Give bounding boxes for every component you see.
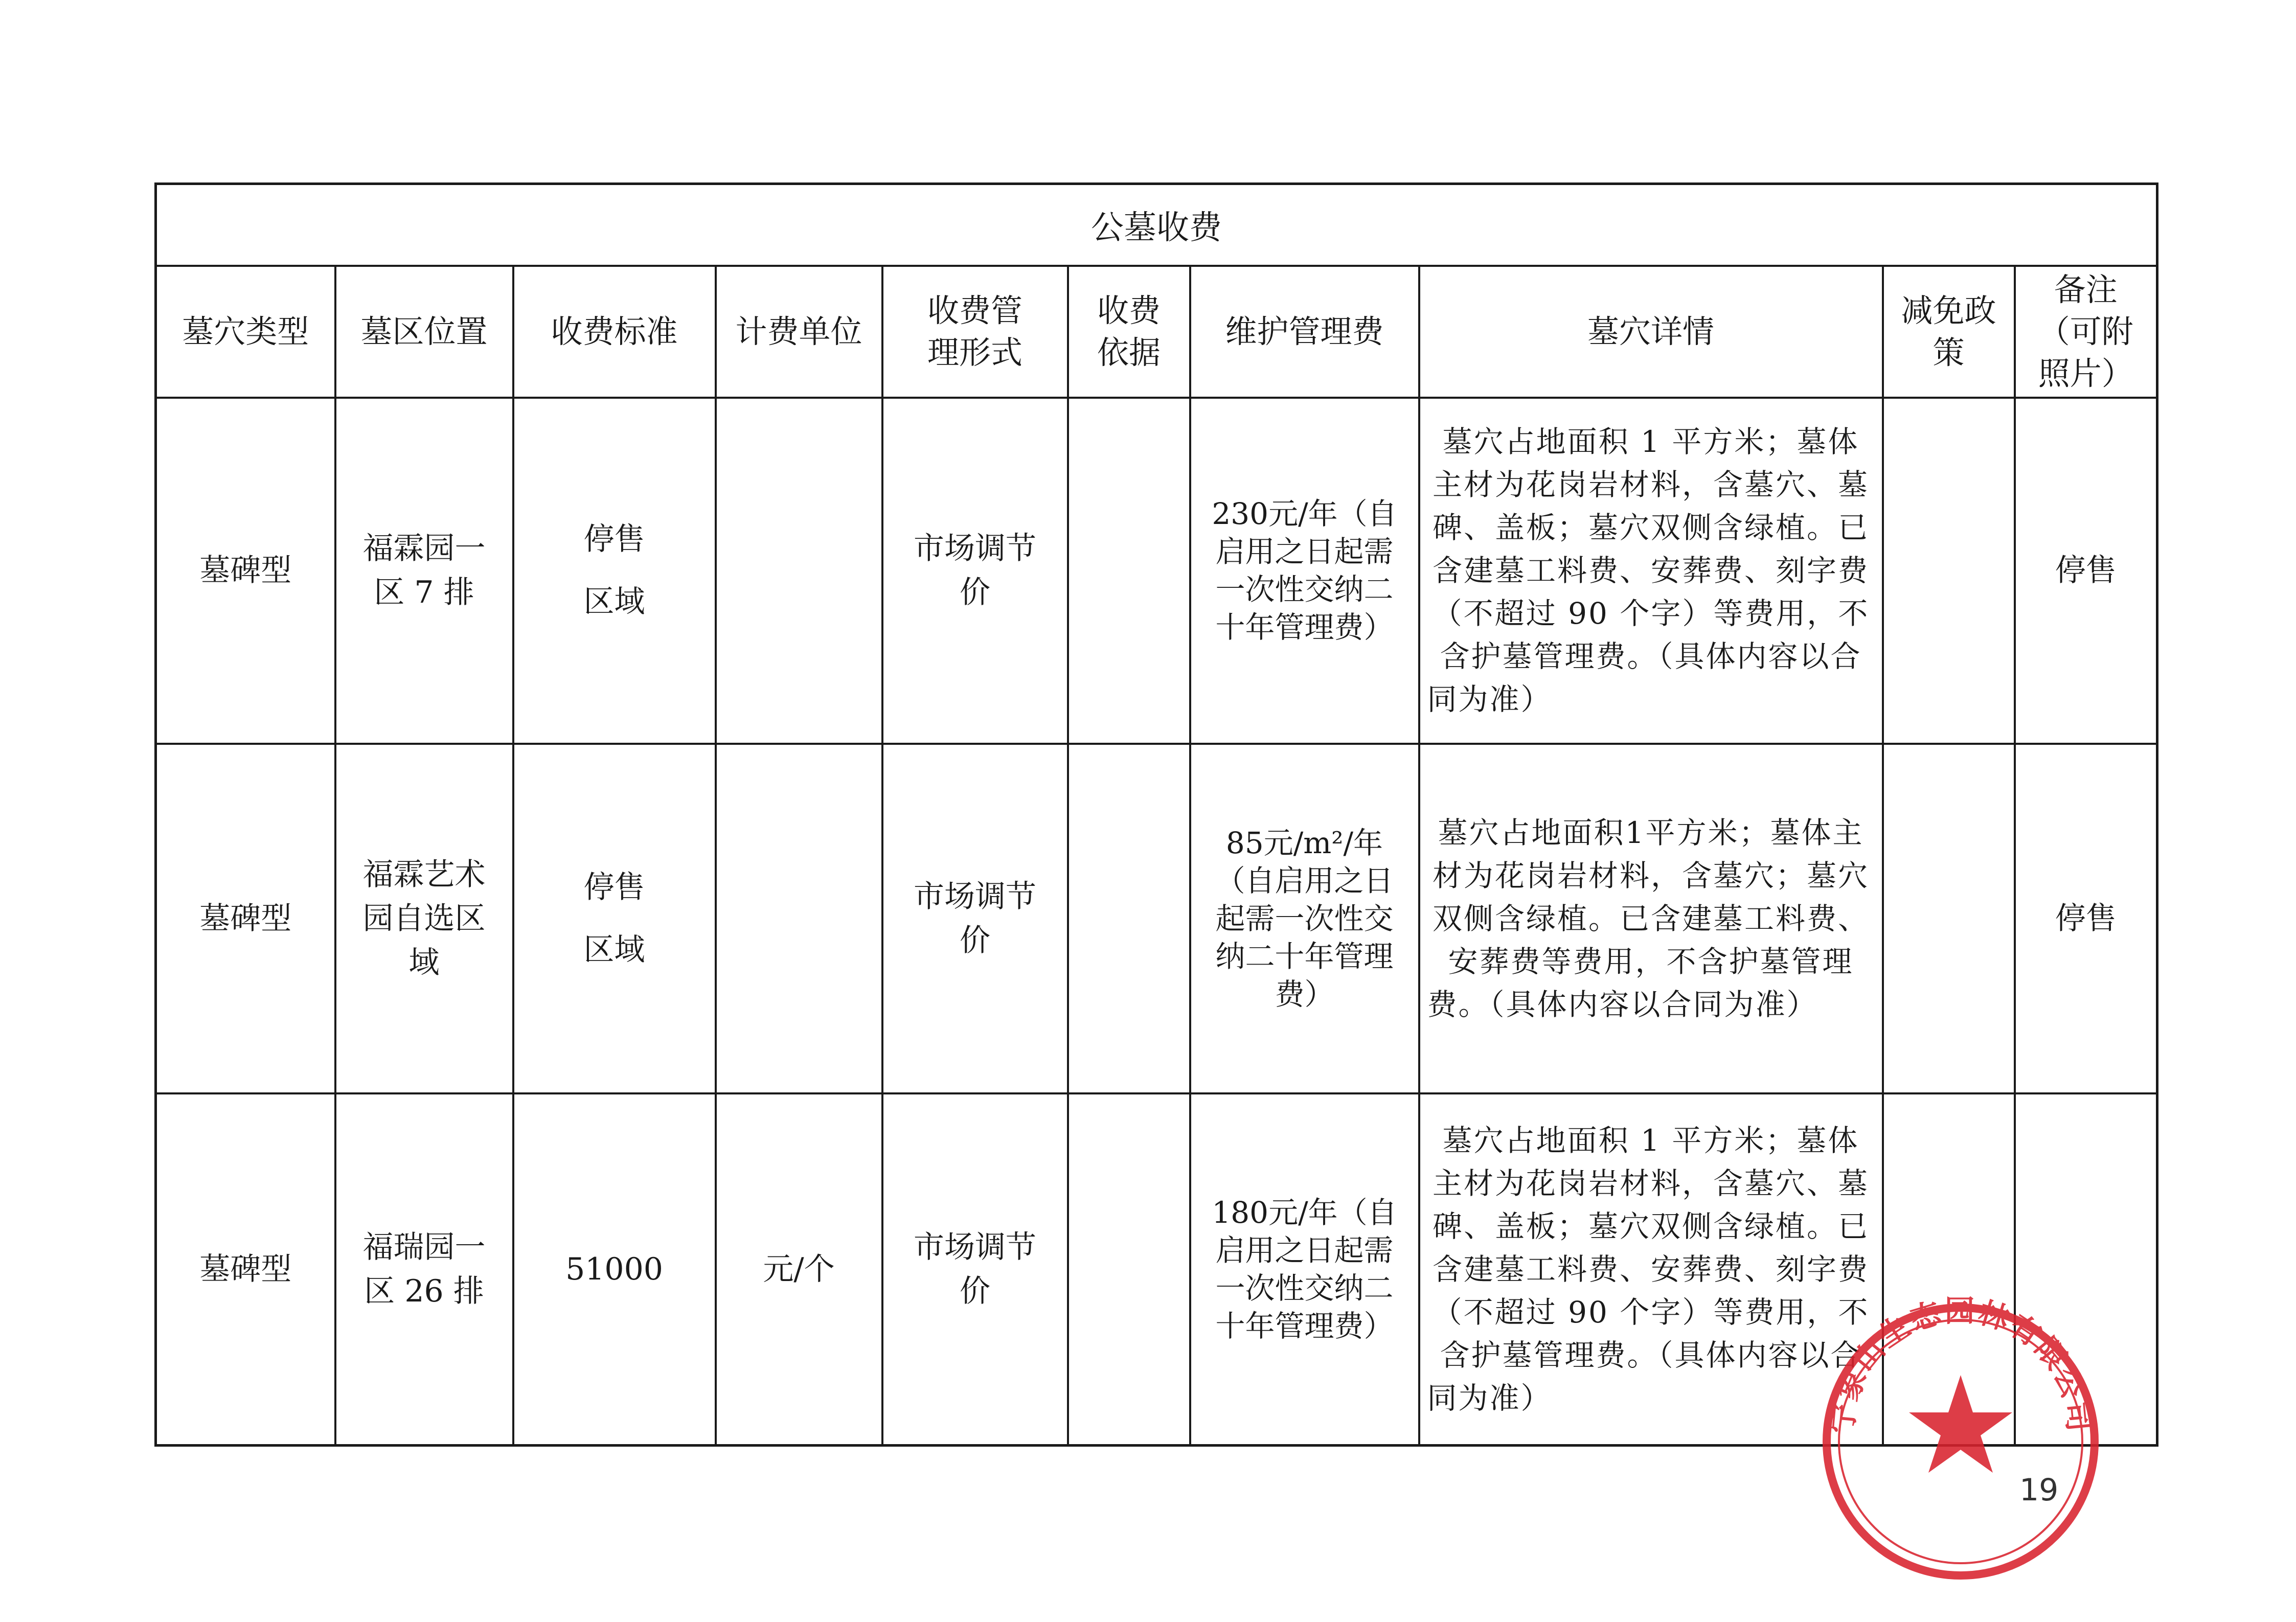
cell-maintenance-fee: 230元/年（自启用之日起需一次性交纳二十年管理费） <box>1190 398 1419 744</box>
cell-details: 墓穴占地面积 1 平方米；墓体主材为花岗岩材料，含墓穴、墓碑、盖板；墓穴双侧含绿植。已含建墓工料费、安葬费、刻字费（不超过 90 个字）等费用，不含护墓管理费。（具体内容以合同为准） <box>1419 398 1883 744</box>
header-unit: 计费单位 <box>716 266 882 398</box>
cell-standard <box>513 398 716 744</box>
company-seal <box>1794 1288 2127 1585</box>
header-basis: 收费依据 <box>1068 266 1190 398</box>
page-number: 19 <box>2019 1472 2059 1508</box>
header-location: 墓区位置 <box>335 266 513 398</box>
header-tomb-type: 墓穴类型 <box>156 266 335 398</box>
cell-location: 福瑞园一区 26 排 <box>335 1093 513 1446</box>
cell-details: 墓穴占地面积 1 平方米；墓体主材为花岗岩材料，含墓穴、墓碑、盖板；墓穴双侧含绿植。已含建墓工料费、安葬费、刻字费（不超过 90 个字）等费用，不含护墓管理费。（具体内容以合同为准） <box>1419 1093 1883 1446</box>
cell-management: 市场调节价 <box>882 744 1068 1093</box>
cell-standard <box>513 744 716 1093</box>
cell-type: 墓碑型 <box>156 744 335 1093</box>
cell-remark: 停售 <box>2015 744 2157 1093</box>
cell-reduction <box>1883 744 2015 1093</box>
cell-unit: 元/个 <box>716 1093 882 1446</box>
header-management: 收费管理形式 <box>882 266 1068 398</box>
cell-basis <box>1068 744 1190 1093</box>
seal-text-path: 宁象山生态园林有限公司 <box>1825 1293 2097 1435</box>
cell-location: 福霖艺术园自选区域 <box>335 744 513 1093</box>
cell-maintenance-fee: 85元/m²/年（自启用之日起需一次性交纳二十年管理费） <box>1190 744 1419 1093</box>
header-details: 墓穴详情 <box>1419 266 1883 398</box>
cell-reduction <box>1883 398 2015 744</box>
cell-remark: 停售 <box>2015 398 2157 744</box>
cell-unit <box>716 744 882 1093</box>
cell-type: 墓碑型 <box>156 398 335 744</box>
cell-management: 市场调节价 <box>882 1093 1068 1446</box>
cell-basis <box>1068 1093 1190 1446</box>
table-row <box>156 744 2157 1093</box>
cell-basis <box>1068 398 1190 744</box>
cell-unit <box>716 398 882 744</box>
standard-line-2: 区域 <box>583 931 645 968</box>
header-standard: 收费标准 <box>513 266 716 398</box>
header-remark: 备注（可附照片） <box>2015 266 2157 398</box>
header-maintenance-fee: 维护管理费 <box>1190 266 1419 398</box>
standard-line-1: 停售 <box>583 521 645 557</box>
table-title: 公墓收费 <box>156 184 2157 266</box>
standard-line-1: 停售 <box>583 869 645 905</box>
fee-table <box>154 182 2158 1447</box>
cell-management: 市场调节价 <box>882 398 1068 744</box>
cell-details: 墓穴占地面积1平方米；墓体主材为花岗岩材料，含墓穴；墓穴双侧含绿植。已含建墓工料费、安葬费等费用，不含护墓管理费。（具体内容以合同为准） <box>1419 744 1883 1093</box>
standard-line-2: 区域 <box>583 584 645 620</box>
cell-maintenance-fee: 180元/年（自启用之日起需一次性交纳二十年管理费） <box>1190 1093 1419 1446</box>
header-reduction: 减免政策 <box>1883 266 2015 398</box>
cell-standard: 51000 <box>513 1093 716 1446</box>
header-row <box>156 266 2157 398</box>
table-row <box>156 398 2157 744</box>
cell-location: 福霖园一区 7 排 <box>335 398 513 744</box>
cell-type: 墓碑型 <box>156 1093 335 1446</box>
seal-star <box>1909 1375 2012 1473</box>
